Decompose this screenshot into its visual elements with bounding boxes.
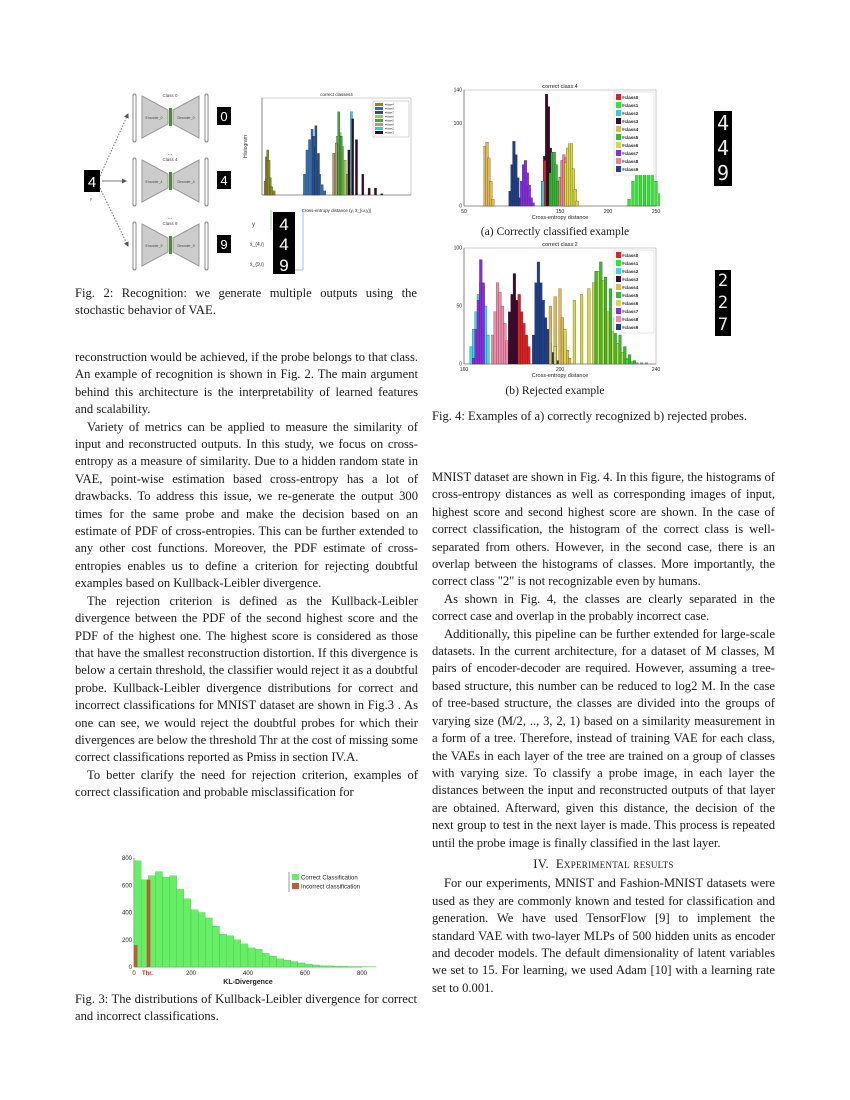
histogram-bar	[284, 960, 291, 967]
histogram-bar	[626, 359, 629, 364]
svg-text:#class9: #class9	[385, 107, 394, 111]
histogram-bar	[576, 201, 579, 206]
svg-text:#class3: #class3	[385, 131, 394, 135]
histogram-bar	[482, 283, 485, 364]
svg-text:0: 0	[459, 361, 462, 368]
svg-text:0: 0	[220, 109, 228, 124]
svg-text:200: 200	[185, 971, 197, 977]
histogram-bar	[326, 966, 333, 967]
fig4b-chart	[450, 240, 660, 380]
svg-text:Encoder_9: Encoder_9	[145, 244, 163, 248]
histogram-bar	[305, 964, 312, 967]
svg-text:Thr.: Thr.	[141, 971, 153, 977]
histogram-bar	[269, 956, 276, 967]
histogram-bar	[348, 150, 350, 195]
svg-text:...: ...	[167, 215, 173, 221]
histogram-bar	[580, 294, 583, 364]
svg-text:#class6: #class6	[622, 143, 639, 148]
svg-text:#class8: #class8	[622, 317, 639, 322]
svg-text:Class 0: Class 0	[162, 93, 178, 98]
histogram-bar	[352, 119, 354, 195]
svg-text:0: 0	[459, 203, 462, 210]
svg-text:Encoder_4: Encoder_4	[145, 180, 163, 184]
histogram-bar	[645, 363, 648, 364]
svg-text:50: 50	[456, 303, 462, 310]
histogram-bar	[541, 181, 544, 206]
svg-text:x̂_{4,i}: x̂_{4,i}	[250, 242, 264, 248]
svg-text:0: 0	[128, 965, 132, 971]
histogram-bar	[568, 358, 571, 364]
svg-text:140: 140	[453, 87, 462, 94]
paragraph: For our experiments, MNIST and Fashion-MNIST datasets were used as they are commonly known and tested for classification and generation. We have used TensorFlow [9] to implement the standard VAE with two-layer MLPs of 500 hidden units as encoder and decoder models. The default dimensionality of latent variables we set to 15. For learning, we used Adam [10] with a learning rate set to 0.001.	[432, 876, 775, 995]
svg-text:#class2: #class2	[622, 269, 639, 274]
svg-text:100: 100	[453, 120, 462, 127]
histogram-bar	[374, 188, 376, 195]
histogram-bar	[587, 289, 590, 364]
fig4-caption: Fig. 4: Examples of a) correctly recognized b) rejected probes.	[432, 409, 748, 423]
svg-text:Incorrect classification: Incorrect classification	[301, 884, 361, 891]
histogram-bar	[333, 153, 335, 195]
svg-text:#class3: #class3	[622, 277, 639, 282]
vae-block-class4	[133, 157, 231, 206]
svg-text:#class5: #class5	[622, 135, 639, 140]
histogram-bar	[312, 965, 319, 967]
svg-text:Decoder_0: Decoder_0	[177, 116, 195, 120]
svg-text:Decoder_4: Decoder_4	[177, 180, 195, 184]
svg-text:50: 50	[461, 209, 467, 215]
svg-text:9: 9	[220, 237, 228, 252]
fig4a-digits	[714, 111, 732, 186]
paragraph: reconstruction would be achieved, if the probe belongs to that class. An example of recognition is shown in Fig. 2. The main argument behind this architecture is the interpretability of learned features and scalability.	[75, 350, 418, 417]
svg-text:correct class:2: correct class:2	[542, 242, 578, 248]
histogram-bar	[334, 966, 341, 967]
histogram-bar	[573, 300, 576, 364]
svg-text:#class4: #class4	[385, 103, 394, 107]
histogram-bar	[595, 271, 598, 364]
histogram-bar	[532, 203, 535, 206]
histogram-bar	[619, 335, 622, 364]
svg-text:#class5: #class5	[385, 119, 394, 123]
vae-architecture-diagram	[80, 88, 240, 273]
histogram-bar	[270, 187, 272, 195]
svg-text:Cross-entropy distance: Cross-entropy distance	[531, 373, 589, 379]
fig3-chart	[112, 852, 382, 987]
histogram-bar	[362, 174, 364, 195]
svg-text:600: 600	[121, 883, 132, 890]
svg-text:y: y	[90, 196, 92, 201]
svg-text:Histogram: Histogram	[243, 135, 249, 158]
histogram-bar	[191, 910, 198, 967]
vae-block-class9	[133, 221, 231, 270]
histogram-bar	[599, 262, 602, 364]
histogram-bar	[248, 948, 255, 967]
fig2-caption: Fig. 2: Recognition: we generate multiple outputs using the stochastic behavior of VAE.	[75, 286, 417, 318]
svg-text:4: 4	[87, 174, 97, 191]
histogram-bar	[527, 347, 530, 364]
histogram-bar	[155, 872, 162, 967]
histogram-bar	[655, 181, 658, 206]
histogram-bar	[628, 199, 631, 206]
histogram-bar	[298, 963, 305, 967]
left-column-text	[75, 349, 418, 802]
svg-text:#class7: #class7	[622, 309, 639, 314]
svg-text:#class0: #class0	[622, 253, 639, 258]
paragraph: The rejection criterion is defined as the Kullback-Leibler divergence between the PDF of the second highest score and the PDF of the highest one. The highest score is considered as those that have the smallest reconstruction distortion. If this divergence is below a certain threshold, the classifier would reject it as a doubtful probe. Kullback-Leibler divergence distributions for correct and incorrect classifications for MNIST dataset are shown in Fig.3 . As one can see, we would reject the doubtful probes for which their divergences are below the threshold Thr at the cost of missing some correct classifications reported as Pmiss in section IV.A.	[75, 593, 418, 765]
histogram-bar	[324, 191, 326, 195]
svg-text:#class3: #class3	[622, 119, 639, 124]
histogram-bar	[134, 945, 137, 967]
fig4b-subcaption: (b) Rejected example	[505, 384, 605, 397]
svg-text:Encoder_0: Encoder_0	[145, 116, 163, 120]
histogram-bar	[658, 194, 660, 206]
svg-text:#class1: #class1	[622, 261, 639, 266]
fig4a-chart	[450, 82, 660, 222]
svg-text:Cross-entropy distance: Cross-entropy distance	[531, 215, 589, 221]
histogram-bar	[635, 363, 638, 364]
histogram-bar	[341, 966, 348, 967]
svg-text:#class2: #class2	[622, 111, 639, 116]
fig2-digit-strip	[250, 210, 310, 275]
paragraph: Additionally, this pipeline can be further extended for large-scale datasets. In the current architecture, for a dataset of M classes, M pairs of encoder-decoder are required. However, assuming a tree-based structure, this number can be reduced to log2 M. In the case of tree-based structure, the classes are divided into the groups of varying size (M/2, .., 3, 2, 1) based on a similarity measurement in a form of a tree. Therefore, instead of training VAE for each class, the VAEs in each layer of the tree are trained on a group of classes with varying size. To classify a probe image, in each layer the distances between the input and reconstructed outputs of that layer are obtained. Afterward, given this distance, the decision of the next group to test in the next layer is made. This process is repeated until the probe image is finally classified in the last layer.	[432, 626, 775, 850]
svg-text:200: 200	[121, 937, 132, 944]
histogram-bar	[312, 136, 314, 195]
fig3-caption: Fig. 3: The distributions of Kullback-Leibler divergence for correct and incorrect classifications.	[75, 992, 417, 1024]
histogram-bar	[255, 949, 262, 967]
svg-text:160: 160	[459, 367, 469, 373]
histogram-bar	[184, 899, 191, 967]
svg-text:correct class:4: correct class:4	[542, 84, 578, 90]
histogram-bar	[212, 926, 219, 967]
histogram-bar	[306, 150, 308, 195]
histogram-bar	[338, 112, 340, 195]
histogram-bar	[234, 940, 241, 967]
histogram-bar	[303, 174, 305, 195]
histogram-bar	[632, 181, 635, 206]
svg-text:Correct Classification: Correct Classification	[301, 875, 358, 882]
svg-text:#class8: #class8	[385, 123, 394, 127]
histogram-bar	[308, 140, 310, 195]
svg-text:#class9: #class9	[622, 167, 639, 172]
histogram-bar	[549, 306, 552, 364]
svg-text:#class4: #class4	[622, 285, 639, 290]
histogram-bar	[321, 185, 323, 195]
histogram-bar	[291, 962, 298, 967]
svg-text:100: 100	[453, 245, 462, 252]
histogram-bar	[604, 277, 607, 364]
histogram-bar	[368, 188, 370, 195]
histogram-bar	[554, 347, 557, 364]
svg-text:#class9: #class9	[622, 325, 639, 330]
histogram-bar	[170, 876, 177, 967]
fig2-histogram	[240, 90, 415, 215]
paragraph: Variety of metrics can be applied to measure the similarity of input and reconstructed outputs. In this study, we focus on cross-entropy as a measure of similarity. Due to a hidden random state in VAE, point-wise estimation based cross-entropy has a lot of drawbacks. To address this issue, we re-generate the output 300 times for the same probe and make the decision based on an estimate of PDF of cross-entropies. This can be further extended to any other cost functions. Moreover, the PDF estimate of cross-entropies enables us to define a criterion for rejecting doubtful examples based on Kullback-Leibler divergence.	[75, 419, 418, 591]
histogram-bar	[177, 889, 184, 967]
digit-column-a: 4 4 9	[714, 111, 732, 186]
svg-text:150: 150	[555, 209, 565, 215]
histogram-bar	[317, 153, 319, 195]
histogram-bar	[344, 160, 346, 195]
paragraph: As shown in Fig. 4, the classes are clearly separated in the correct case and overlap in the probably incorrect case.	[432, 591, 775, 624]
svg-text:correct classes4: correct classes4	[320, 92, 353, 97]
svg-text:#class2: #class2	[385, 127, 394, 131]
histogram-bar	[315, 126, 317, 195]
histogram-bar	[227, 936, 234, 967]
svg-text:9: 9	[279, 256, 289, 275]
histogram-bar	[491, 199, 494, 206]
svg-text:400: 400	[242, 971, 254, 977]
svg-text:#class6: #class6	[622, 301, 639, 306]
histogram-bar	[355, 140, 357, 195]
histogram-bar	[262, 953, 269, 967]
svg-text:Cross-entropy distance (y, x̂_: Cross-entropy distance (y, x̂_{ω,y})	[301, 208, 372, 213]
histogram-bar	[277, 959, 284, 967]
svg-text:4: 4	[279, 215, 289, 234]
svg-text:#class7: #class7	[622, 151, 639, 156]
histogram-bar	[198, 913, 205, 968]
svg-text:250: 250	[651, 209, 660, 215]
histogram-bar	[487, 335, 490, 364]
histogram-bar	[220, 934, 227, 967]
svg-text:Class 9: Class 9	[162, 221, 178, 226]
svg-text:4: 4	[220, 173, 228, 188]
svg-text:Decoder_9: Decoder_9	[177, 244, 195, 248]
histogram-bar	[335, 143, 337, 195]
svg-text:4: 4	[279, 235, 289, 254]
right-column-text	[432, 469, 775, 997]
svg-text:#class6: #class6	[385, 115, 394, 119]
histogram-bar	[609, 289, 612, 364]
histogram-bar	[381, 194, 383, 195]
svg-text:800: 800	[121, 856, 132, 862]
histogram-bar	[640, 363, 643, 364]
svg-text:200: 200	[555, 367, 565, 373]
paragraph: To better clarify the need for rejection criterion, examples of correct classification and probable misclassification for	[75, 767, 418, 800]
svg-text:...: ...	[167, 151, 173, 157]
histogram-bar	[241, 944, 248, 967]
digit-column-b: 2 2 7	[715, 270, 731, 336]
svg-text:#class4: #class4	[622, 127, 639, 132]
histogram-bar	[147, 880, 150, 967]
svg-text:#class8: #class8	[622, 159, 639, 164]
histogram-bar	[340, 136, 342, 195]
vae-block-class0	[133, 93, 231, 142]
svg-text:600: 600	[299, 971, 311, 977]
svg-text:800: 800	[356, 971, 368, 977]
svg-text:0: 0	[132, 971, 136, 977]
paragraph: MNIST dataset are shown in Fig. 4. In this figure, the histograms of cross-entropy distances as well as corresponding images of input, highest score and second highest score are shown. In the case of correct classification, the histogram of the correct class is well-separated from others. However, in the second case, there is an overlap between the histograms of classes. More importantly, the correct class "2" is not recognizable even by humans.	[432, 470, 775, 589]
svg-text:240: 240	[651, 367, 660, 373]
fig4a-subcaption: (a) Correctly classified example	[480, 225, 630, 238]
svg-text:x̂_{9,i}: x̂_{9,i}	[250, 262, 264, 268]
svg-text:#class5: #class5	[622, 293, 639, 298]
svg-text:#class7: #class7	[385, 111, 394, 115]
svg-text:400: 400	[121, 910, 132, 917]
svg-text:#class0: #class0	[622, 95, 639, 100]
svg-text:200: 200	[603, 209, 613, 215]
svg-text:y: y	[252, 222, 255, 228]
svg-text:KL-Divergence: KL-Divergence	[223, 979, 273, 986]
histogram-bar	[205, 918, 212, 967]
section-heading: IV. Experimental results	[533, 856, 674, 871]
svg-text:#class1: #class1	[622, 103, 639, 108]
histogram-bar	[319, 966, 326, 967]
svg-text:Class 4: Class 4	[162, 157, 178, 162]
histogram-bar	[631, 362, 634, 364]
histogram-bar	[563, 329, 566, 364]
fig4b-digits	[715, 270, 731, 336]
histogram-bar	[163, 877, 170, 967]
histogram-bar	[273, 191, 275, 195]
fig2-diagram	[80, 88, 240, 273]
